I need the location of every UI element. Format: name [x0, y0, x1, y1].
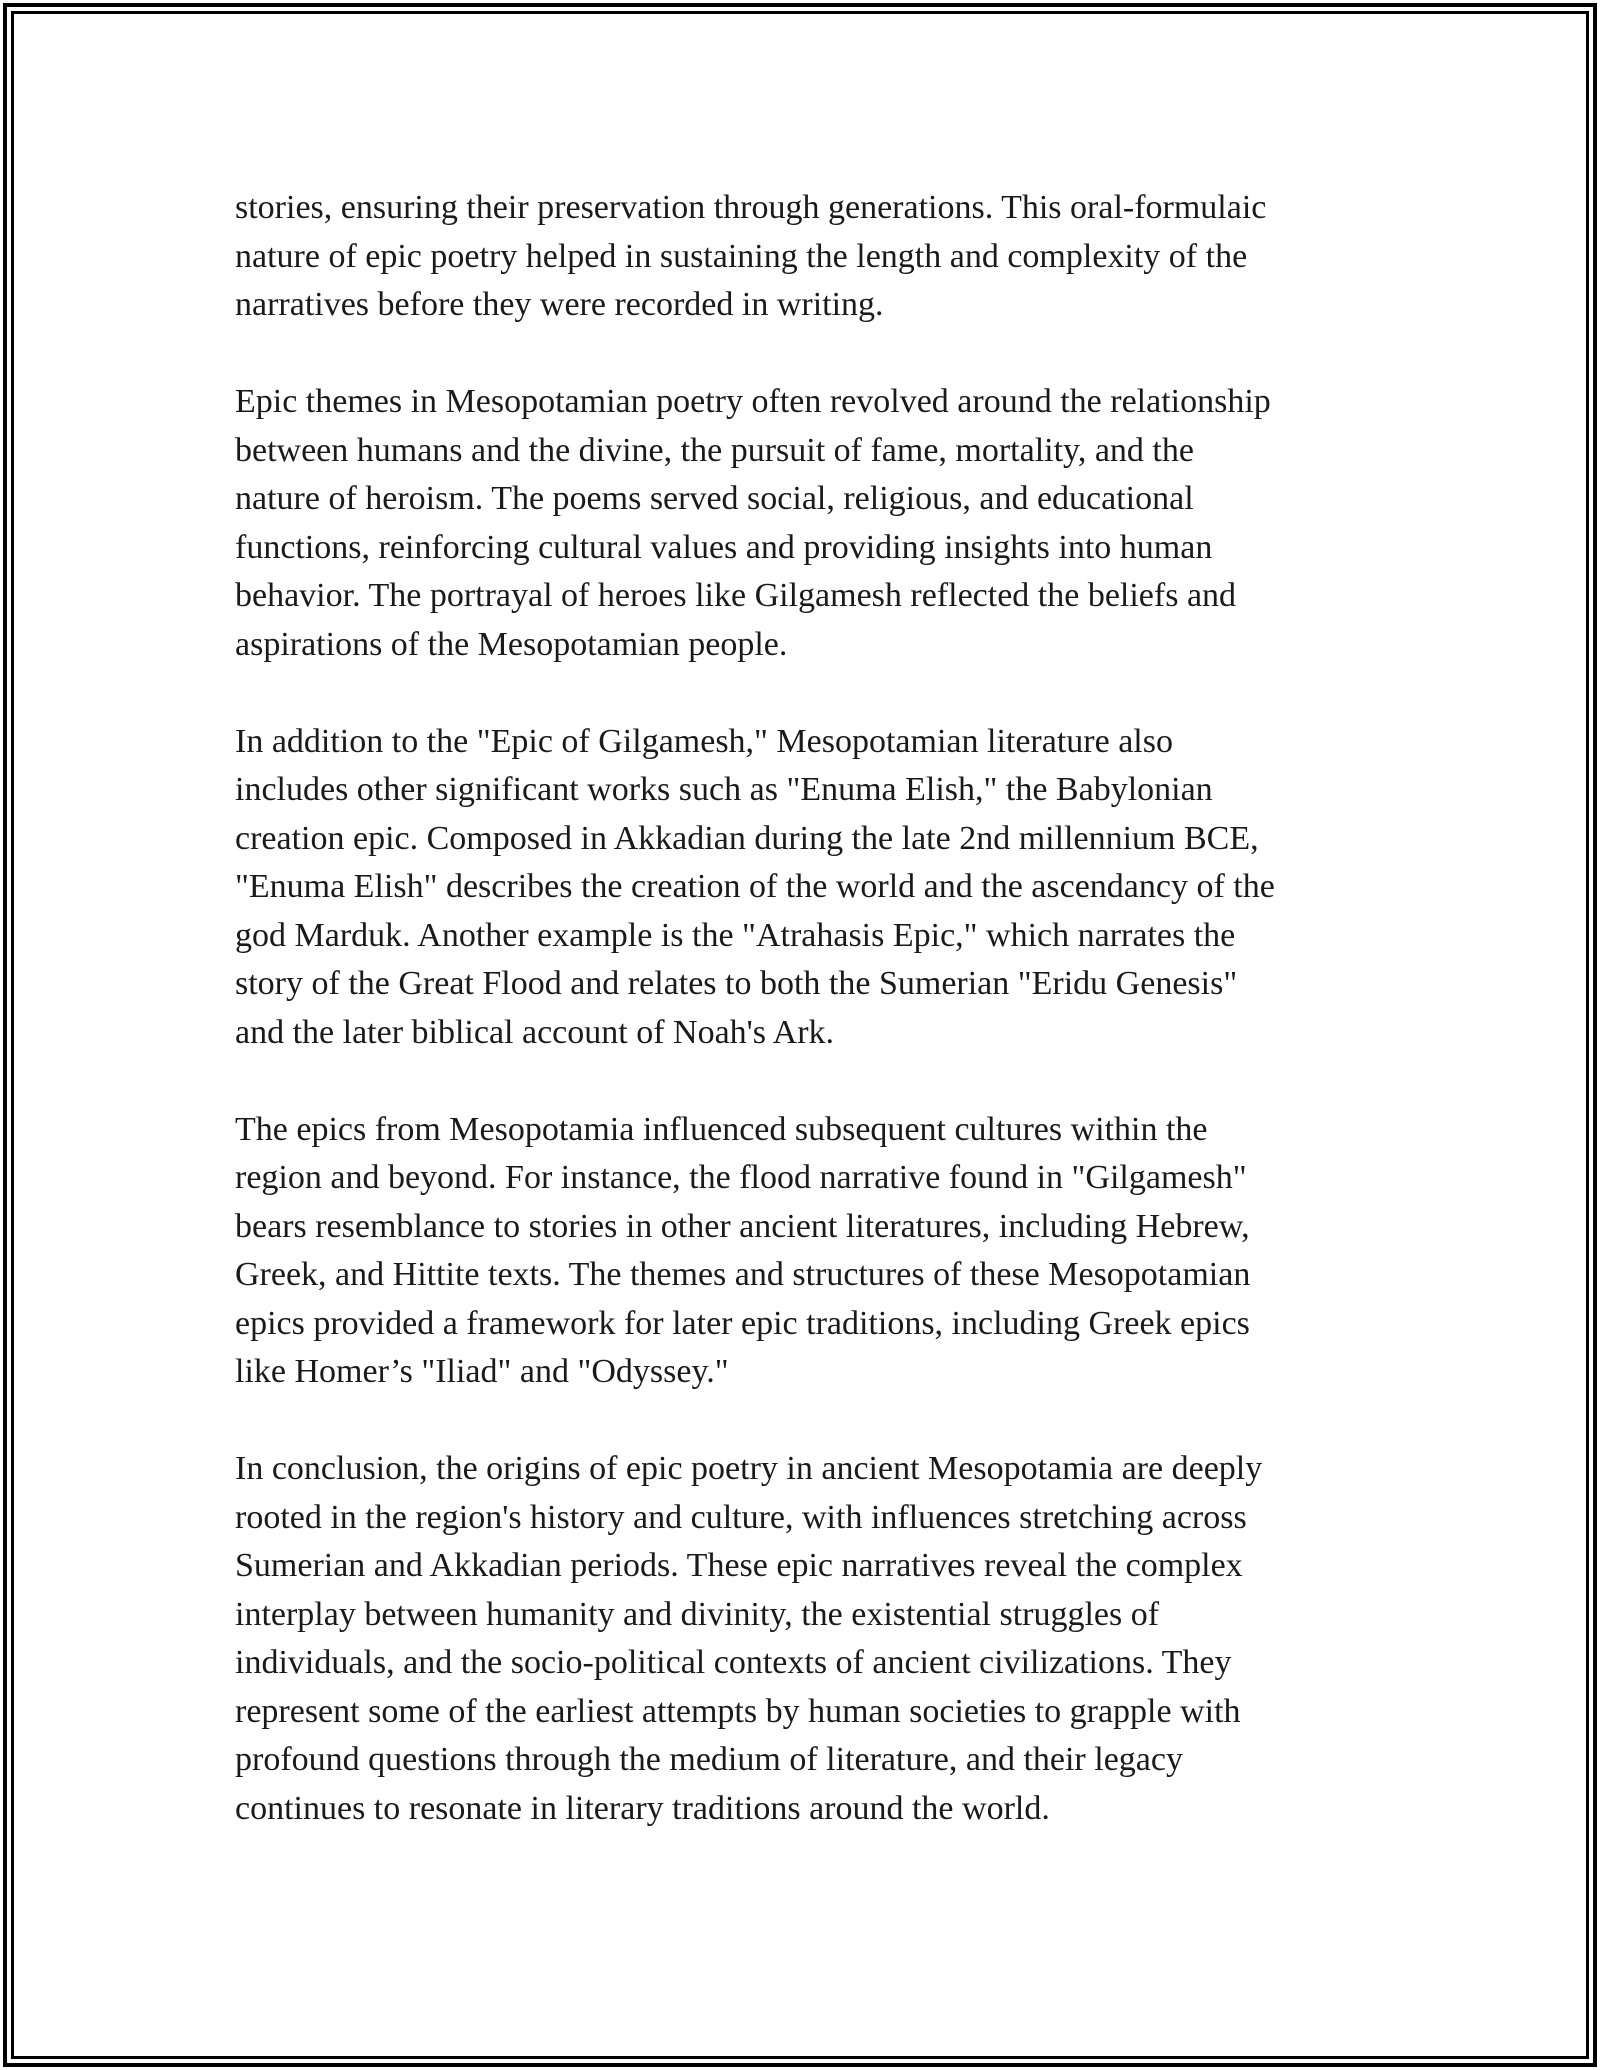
text-line: between humans and the divine, the pursuit of fame, mortality, and the [235, 431, 1194, 469]
document-body [235, 184, 1375, 1833]
text-line: represent some of the earliest attempts by human societies to grapple with [235, 1692, 1241, 1730]
text-line: profound questions through the medium of literature, and their legacy [235, 1741, 1183, 1778]
text-line: aspirations of the Mesopotamian people. [235, 625, 788, 663]
text-line: In conclusion, the origins of epic poetry in ancient Mesopotamia are deeply [235, 1450, 1263, 1487]
text-line: Epic themes in Mesopotamian poetry often revolved around the relationship [235, 383, 1271, 420]
text-line: individuals, and the socio-political contexts of ancient civilizations. They [235, 1644, 1232, 1681]
paragraph-epic-themes [235, 378, 1375, 669]
text-line: stories, ensuring their preservation through generations. This oral-formulaic [235, 189, 1267, 226]
paragraph-oral-tradition [235, 184, 1375, 330]
paragraph-other-works [235, 718, 1375, 1058]
text-line: nature of epic poetry helped in sustaining the length and complexity of the [235, 237, 1248, 275]
text-line: interplay between humanity and divinity, the existential struggles of [235, 1595, 1160, 1633]
paragraph-conclusion [235, 1445, 1375, 1833]
text-line: Sumerian and Akkadian periods. These epic narratives reveal the complex [235, 1547, 1243, 1584]
text-line: behavior. The portrayal of heroes like Gilgamesh reflected the beliefs and [235, 577, 1237, 614]
text-line: The epics from Mesopotamia influenced subsequent cultures within the [235, 1110, 1208, 1148]
paragraph-influence [235, 1106, 1375, 1397]
text-line: like Homer’s "Iliad" and "Odyssey." [235, 1353, 729, 1390]
text-line: and the later biblical account of Noah's Ark. [235, 1013, 835, 1051]
text-line: functions, reinforcing cultural values and providing insights into human [235, 528, 1213, 566]
text-line: narratives before they were recorded in writing. [235, 286, 884, 323]
text-line: god Marduk. Another example is the "Atrahasis Epic," which narrates the [235, 916, 1236, 954]
text-line: In addition to the "Epic of Gilgamesh," Mesopotamian literature also [235, 722, 1173, 760]
text-line: story of the Great Flood and relates to both the Sumerian "Eridu Genesis" [235, 965, 1238, 1002]
text-line: includes other significant works such as "Enuma Elish," the Babylonian [235, 771, 1213, 808]
text-line: epics provided a framework for later epic traditions, including Greek epics [235, 1304, 1250, 1342]
text-line: continues to resonate in literary traditions around the world. [235, 1789, 1050, 1827]
text-line: rooted in the region's history and culture, with influences stretching across [235, 1498, 1247, 1536]
text-line: nature of heroism. The poems served social, religious, and educational [235, 480, 1194, 517]
text-line: bears resemblance to stories in other ancient literatures, including Hebrew, [235, 1207, 1250, 1245]
text-line: "Enuma Elish" describes the creation of the world and the ascendancy of the [235, 868, 1275, 905]
text-line: Greek, and Hittite texts. The themes and structures of these Mesopotamian [235, 1256, 1251, 1293]
text-line: region and beyond. For instance, the flood narrative found in "Gilgamesh" [235, 1159, 1247, 1196]
text-line: creation epic. Composed in Akkadian during the late 2nd millennium BCE, [235, 819, 1259, 857]
